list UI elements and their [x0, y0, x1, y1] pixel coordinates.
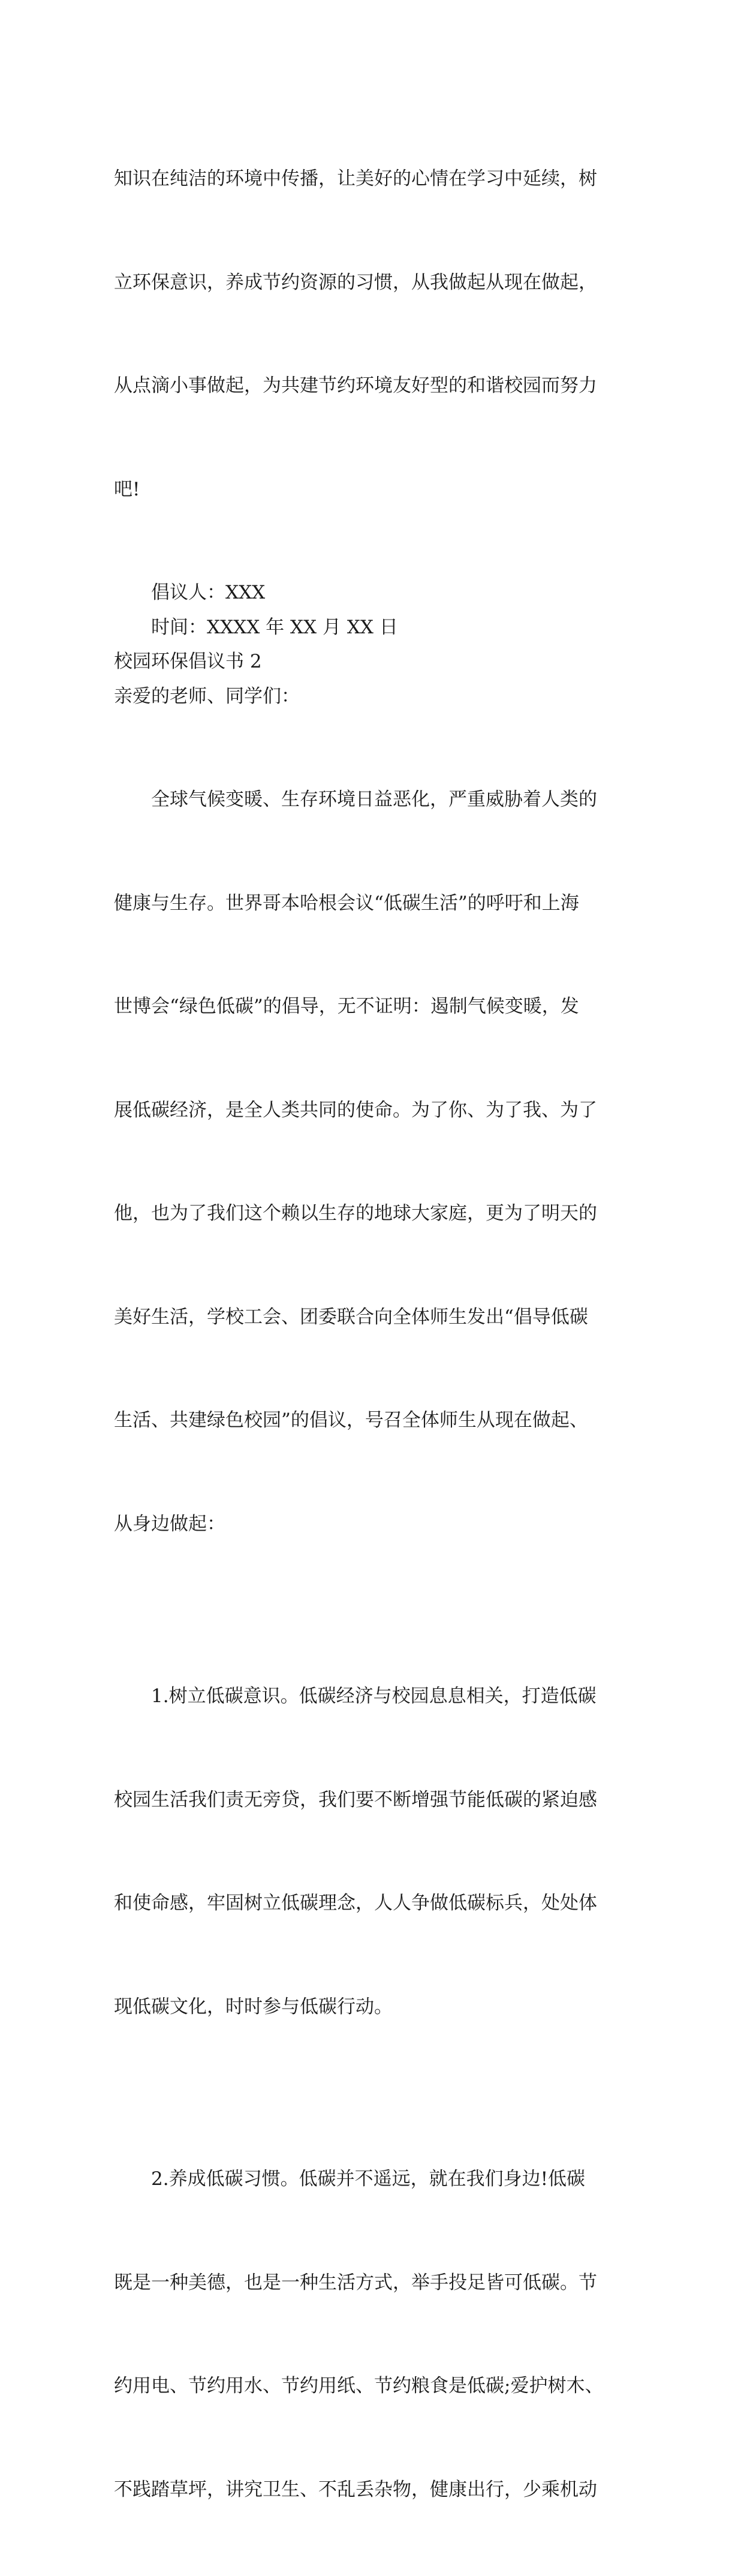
- text-line: 既是一种美德，也是一种生活方式，举手投足皆可低碳。节: [114, 2271, 597, 2294]
- list-item-2: [114, 2093, 654, 2576]
- paragraph-closing: [114, 93, 654, 576]
- text-line: 世博会“绿色低碳”的倡导，无不证明：遏制气候变暖，发: [114, 996, 579, 1017]
- text-line: 生活、共建绿色校园”的倡议，号召全体师生从现在做起、: [114, 1409, 588, 1431]
- section-title: 校园环保倡议书 2: [114, 651, 262, 672]
- text-line: 校园生活我们责无旁贷，我们要不断增强节能低碳的紧迫感: [114, 1789, 597, 1811]
- greeting: 亲爱的老师、同学们：: [114, 685, 300, 707]
- text-line: 知识在纯洁的环境中传播，让美好的心情在学习中延续，树: [114, 168, 597, 190]
- text-line: 从身边做起：: [114, 1513, 225, 1535]
- text-line: 美好生活，学校工会、团委联合向全体师生发出“倡导低碳: [114, 1306, 588, 1328]
- list-item-1: [114, 1610, 654, 2093]
- text-line: 吧!: [114, 478, 140, 500]
- text-line: 约用电、节约用水、节约用纸、节约粮食是低碳;爱护树木、: [114, 2375, 604, 2397]
- text-line: 健康与生存。世界哥本哈根会议“低碳生活”的呼吁和上海: [114, 892, 579, 914]
- signature-line: 倡议人：XXX: [151, 582, 266, 603]
- text-line: 现低碳文化，时时参与低碳行动。: [114, 1995, 393, 2018]
- text-line: 他，也为了我们这个赖以生存的地球大家庭，更为了明天的: [114, 1203, 597, 1224]
- text-line: 和使命感，牢固树立低碳理念，人人争做低碳标兵，处处体: [114, 1892, 597, 1914]
- text-line: 从点滴小事做起，为共建节约环境友好型的和谐校园而努力: [114, 375, 597, 396]
- text-line: 展低碳经济，是全人类共同的使命。为了你、为了我、为了: [114, 1099, 597, 1121]
- date-line: 时间：XXXX 年 XX 月 XX 日: [151, 616, 398, 638]
- text-line: 1.树立低碳意识。低碳经济与校园息息相关，打造低碳: [151, 1685, 597, 1707]
- text-line: 不践踏草坪，讲究卫生、不乱丢杂物，健康出行，少乘机动: [114, 2478, 597, 2500]
- paragraph-intro: [114, 714, 654, 1610]
- text-line: 全球气候变暖、生存环境日益恶化，严重威胁着人类的: [151, 789, 597, 810]
- text-line: 2.养成低碳习惯。低碳并不遥远，就在我们身边!低碳: [151, 2168, 586, 2190]
- text-line: 立环保意识，养成节约资源的习惯，从我做起从现在做起，: [114, 271, 597, 293]
